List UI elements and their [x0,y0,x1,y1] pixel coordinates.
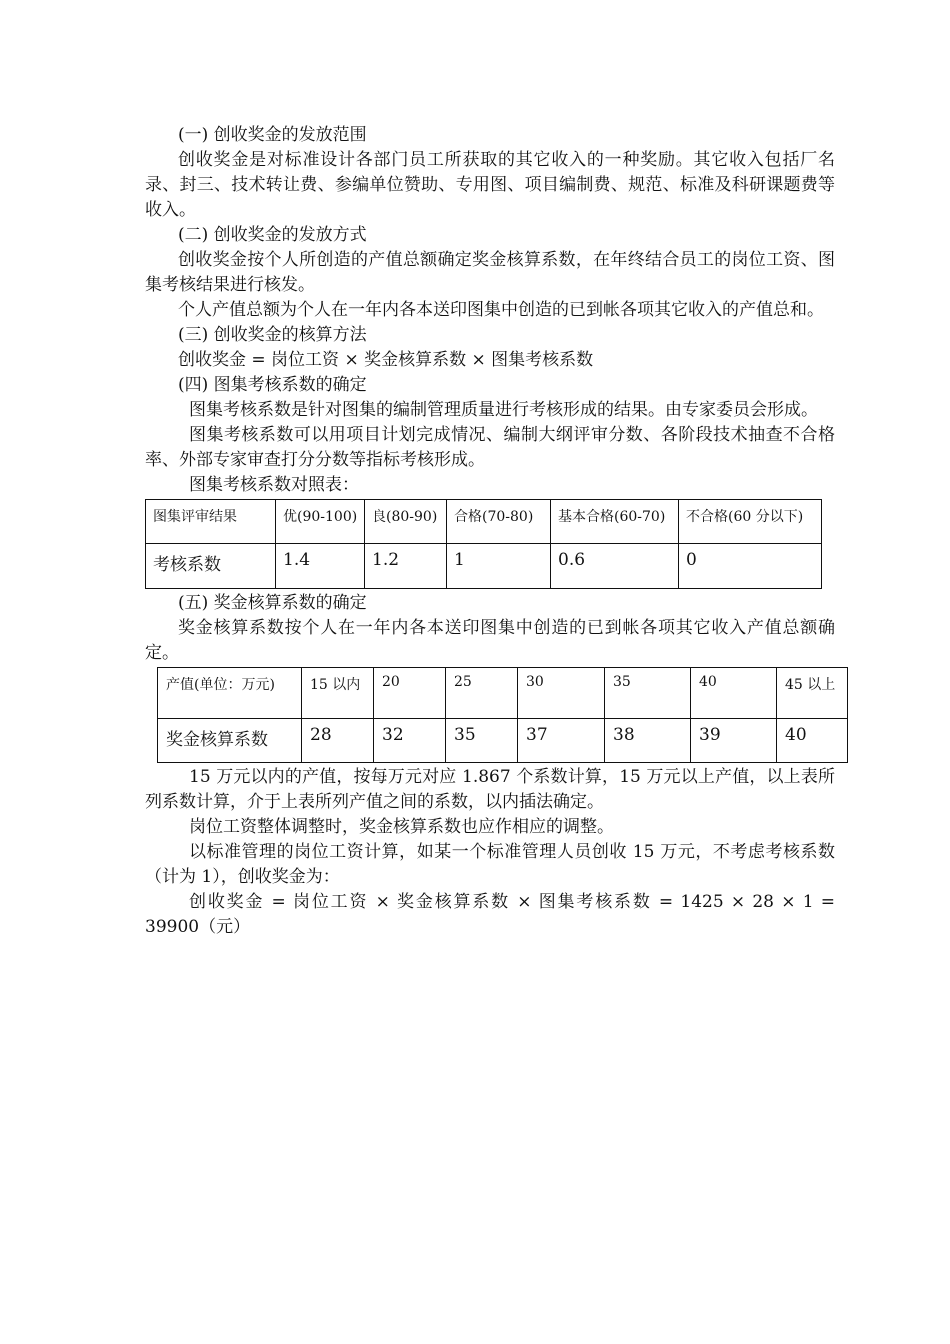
table-cell: 合格(70-80) [447,500,551,544]
section-5-paragraph-1: 奖金核算系数按个人在一年内各本送印图集中创造的已到帐各项其它收入产值总额确定。 [145,618,835,663]
table-cell: 1.2 [365,544,447,589]
section-1-paragraph: 创收奖金是对标准设计各部门员工所获取的其它收入的一种奖励。其它收入包括厂名录、封三、技术转让费、参编单位赞助、专用图、项目编制费、规范、标准及科研课题费等收入。 [145,150,835,220]
document-body [145,123,835,940]
table-cell: 不合格(60 分以下) [679,500,822,544]
section-1-heading: (一) 创收奖金的发放范围 [178,125,367,145]
section-2-heading: (二) 创收奖金的发放方式 [178,225,367,245]
table-cell: 25 [446,668,518,719]
review-coefficient-table [145,499,822,589]
table-cell: 1.4 [276,544,365,589]
table-cell: 基本合格(60-70) [551,500,679,544]
table-cell: 优(90-100) [276,500,365,544]
section-4-paragraph-2: 图集考核系数可以用项目计划完成情况、编制大纲评审分数、各阶段技术抽查不合格率、外部专家审查打分分数等指标考核形成。 [145,425,835,470]
table-cell: 1 [447,544,551,589]
bonus-coefficient-table [157,667,848,763]
table-cell: 考核系数 [146,544,276,589]
table-cell: 40 [691,668,777,719]
review-table-caption: 图集考核系数对照表： [189,475,359,495]
table-cell: 0.6 [551,544,679,589]
table-cell: 39 [691,719,777,763]
section-2-paragraph-2: 个人产值总额为个人在一年内各本送印图集中创造的已到帐各项其它收入的产值总和。 [178,300,824,320]
table-row [158,719,848,763]
section-2-paragraph-1: 创收奖金按个人所创造的产值总额确定奖金核算系数，在年终结合员工的岗位工资、图集考核结果进行核发。 [145,250,835,295]
section-3-heading: (三) 创收奖金的核算方法 [178,325,367,345]
table-cell: 37 [518,719,605,763]
table-row [146,544,822,589]
table-cell: 产值(单位：万元) [158,668,302,719]
calculation-line-1: 创收奖金 = 岗位工资 × 奖金核算系数 × 图集考核系数 = 1425 × 28 × 1 = [189,892,835,912]
calculation-line-2: 39900（元） [145,917,251,937]
table-header-row [146,500,822,544]
table-cell: 45 以上 [777,668,848,719]
section-5-paragraph-2: 15 万元以内的产值，按每万元对应 1.867 个系数计算，15 万元以上产值，以上表所列系数计算，介于上表所列产值之间的系数，以内插法确定。 [145,767,835,812]
table-cell: 28 [302,719,374,763]
table-cell: 35 [446,719,518,763]
table-cell: 38 [605,719,691,763]
table-cell: 图集评审结果 [146,500,276,544]
section-4-heading: (四) 图集考核系数的确定 [178,375,367,395]
table-cell: 35 [605,668,691,719]
table-cell: 40 [777,719,848,763]
table-cell: 15 以内 [302,668,374,719]
table-header-row [158,668,848,719]
table-cell: 良(80-90) [365,500,447,544]
table-cell: 0 [679,544,822,589]
section-5-paragraph-4: 以标准管理的岗位工资计算，如某一个标准管理人员创收 15 万元，不考虑考核系数（计为 1），创收奖金为： [145,842,835,887]
section-4-paragraph-1: 图集考核系数是针对图集的编制管理质量进行考核形成的结果。由专家委员会形成。 [189,400,818,420]
table-cell: 30 [518,668,605,719]
table-cell: 20 [374,668,446,719]
section-3-formula: 创收奖金 = 岗位工资 × 奖金核算系数 × 图集考核系数 [178,350,594,370]
section-5-paragraph-3: 岗位工资整体调整时，奖金核算系数也应作相应的调整。 [189,817,614,837]
table-cell: 奖金核算系数 [158,719,302,763]
section-5-heading: (五) 奖金核算系数的确定 [178,593,367,613]
table-cell: 32 [374,719,446,763]
